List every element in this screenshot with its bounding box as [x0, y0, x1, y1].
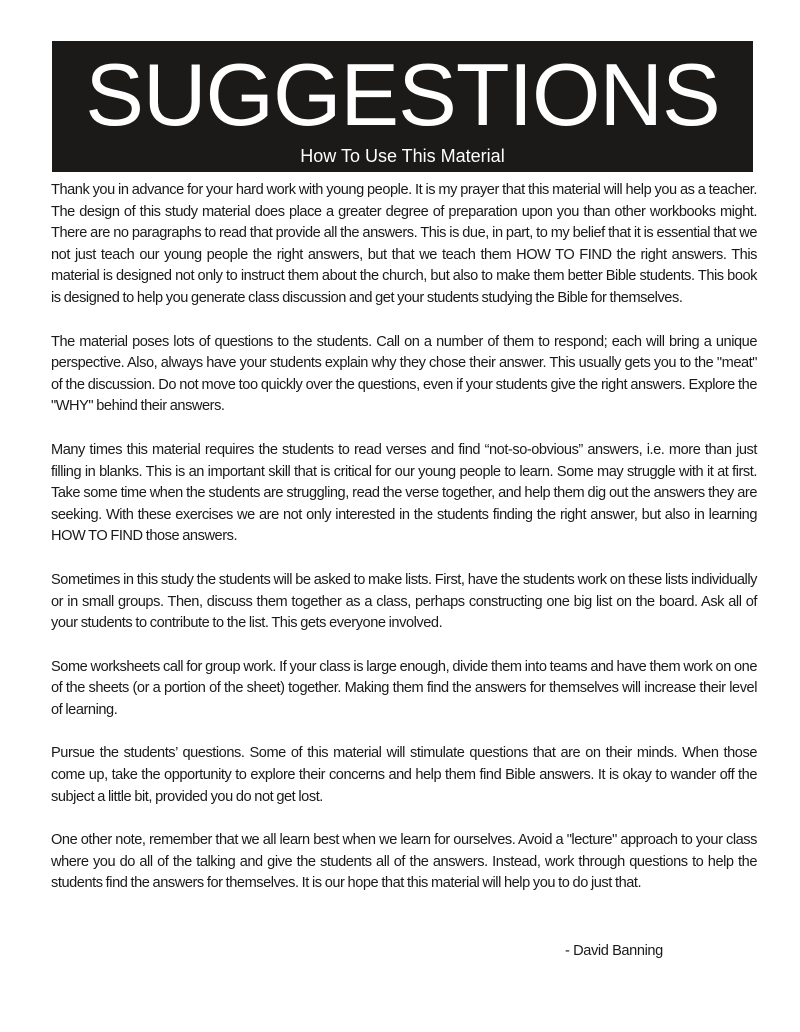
paragraph-verses: Many times this material requires the students to read verses and find “not-so-obvious” answers, i.e. more than just filling in blanks. This is an important skill that is critical for our young people to learn. Some may struggle with it at first. Take some time when the students are struggling, read the verse together, and help them dig out the answers they are seeking. With these exercises we are not only interested in the students finding the right answer, but also in learning HOW TO FIND those answers.: [51, 441, 757, 545]
paragraph-closing: One other note, remember that we all learn best when we learn for ourselves. Avoid a "lecture" approach to your class where you do all of the talking and give the students all of the answers. Instead, work through questions to help the students find the answers for themselves. It is our hope that this material will help you to do just that.: [51, 832, 757, 892]
paragraph-lists: Sometimes in this study the students will be asked to make lists. First, have the students work on these lists individually or in small groups. Then, discuss them together as a class, perhaps constructing one big list on the board. Ask all of your students to contribute to the list. This gets everyone involved.: [51, 571, 757, 632]
page-subtitle: How To Use This Material: [300, 146, 505, 166]
paragraph-group-work: Some worksheets call for group work. If your class is large enough, divide them into teams and have them work on one of the sheets (or a portion of the sheet) together. Making them find the answers for themselves will increase their level of learning.: [51, 658, 757, 718]
page-title: SUGGESTIONS: [85, 45, 720, 144]
signature: - David Banning: [565, 943, 663, 959]
body-text: [51, 180, 757, 917]
paragraph-intro: Thank you in advance for your hard work with young people. It is my prayer that this material will help you as a teacher. The design of this study material does place a greater degree of preparation upon you than other workbooks might. There are no paragraphs to read that provide all the answers. This is due, in part, to my belief that it is essential that we not just teach our young people the right answers, but that we teach them HOW TO FIND the right answers. This material is designed not only to instruct them about the church, but also to make them better Bible students. This book is designed to help you generate class discussion and get your students studying the Bible for themselves.: [51, 182, 757, 306]
paragraph-questions: The material poses lots of questions to the students. Call on a number of them to respond; each will bring a unique perspective. Also, always have your students explain why they chose their answer. This usually gets you to the "meat" of the discussion. Do not move too quickly over the questions, even if your students give the right answers. Explore the "WHY" behind their answers.: [51, 333, 757, 415]
header-banner: [52, 41, 753, 172]
paragraph-student-questions: Pursue the students’ questions. Some of this material will stimulate questions that are on their minds. When those come up, take the opportunity to explore their concerns and help them find Bible answers. It is okay to wander off the subject a little bit, provided you do not get lost.: [51, 745, 757, 805]
